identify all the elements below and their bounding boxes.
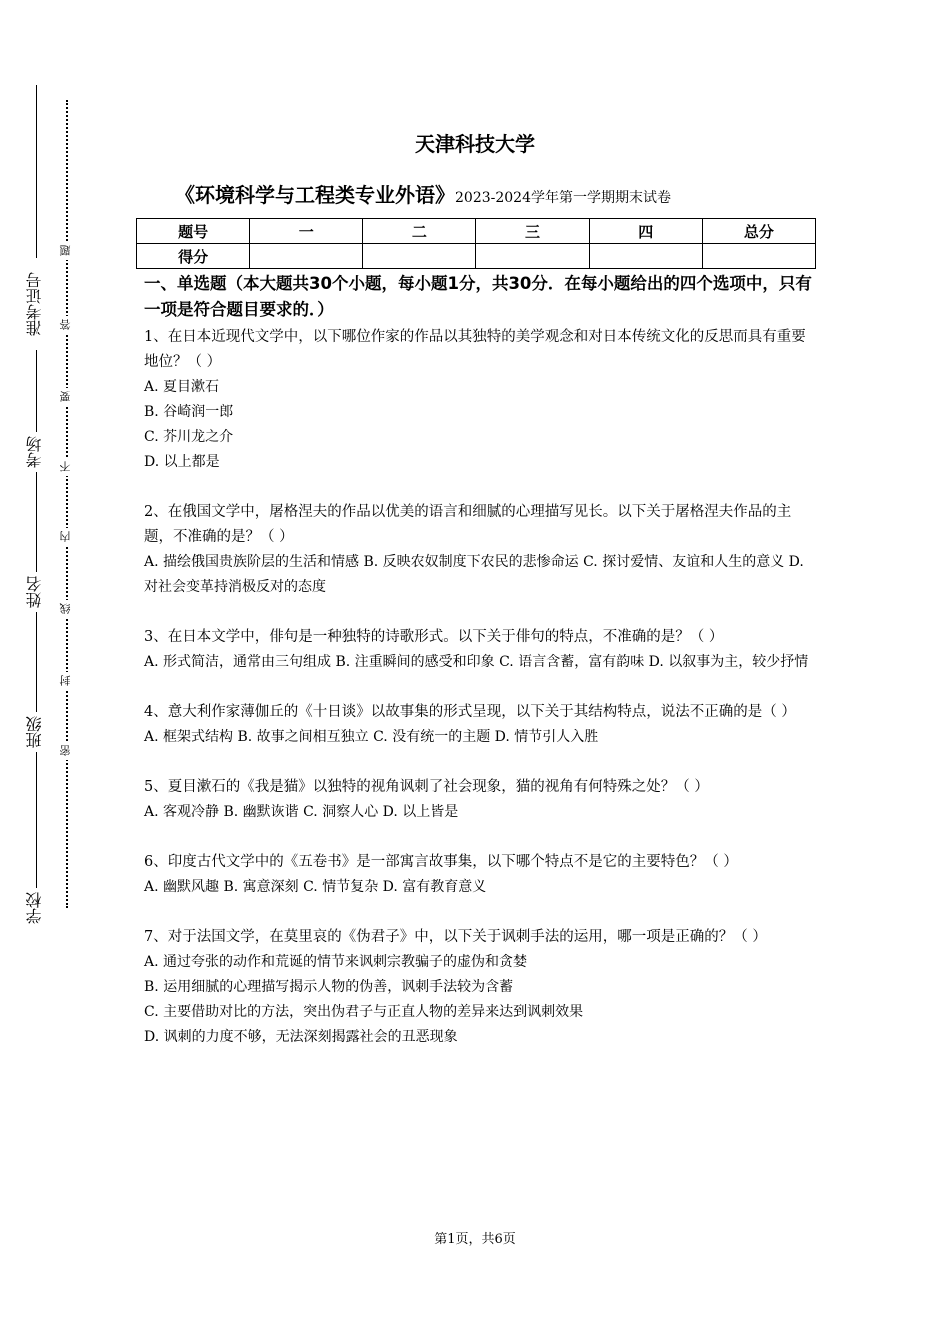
question-stem: 3、在日本文学中，俳句是一种独特的诗歌形式。以下关于俳句的特点，不准确的是？（ ） — [144, 629, 724, 645]
question-option: B. 谷崎润一郎 — [144, 404, 234, 420]
score-cell: 二 — [363, 219, 476, 244]
binding-label-exam-number: 准考证号 — [20, 258, 50, 350]
score-cell-blank — [250, 244, 363, 269]
question-7 — [144, 925, 814, 1050]
score-cell-blank — [476, 244, 589, 269]
question-stem: 4、意大利作家薄伽丘的《十日谈》以故事集的形式呈现，以下关于其结构特点，说法不正确的是（ ） — [144, 704, 796, 720]
score-cell: 题号 — [137, 219, 250, 244]
exam-term: 2023-2024学年第一学期期末试卷 — [455, 190, 671, 206]
question-4 — [144, 700, 814, 750]
score-cell: 四 — [589, 219, 702, 244]
question-options: A. 幽默风趣 B. 寓意深刻 C. 情节复杂 D. 富有教育意义 — [144, 879, 487, 895]
question-section — [144, 271, 814, 1050]
score-table-header-row — [137, 219, 816, 244]
binding-label-name: 姓名 — [20, 572, 50, 612]
question-1 — [144, 325, 814, 475]
score-cell: 一 — [250, 219, 363, 244]
score-cell-blank — [702, 244, 815, 269]
binding-label-exam-room: 考场 — [20, 432, 50, 472]
score-cell: 得分 — [137, 244, 250, 269]
seal-char: 要 — [57, 388, 77, 406]
question-stem: 6、印度古代文学中的《五卷书》是一部寓言故事集，以下哪个特点不是它的主要特色？（ ） — [144, 854, 738, 870]
course-title: 《环境科学与工程类专业外语》 — [175, 183, 455, 207]
exam-title — [175, 180, 671, 213]
score-table — [136, 218, 816, 269]
question-6 — [144, 850, 814, 900]
question-stem: 7、对于法国文学，在莫里哀的《伪君子》中，以下关于讽刺手法的运用，哪一项是正确的？（ ） — [144, 929, 767, 945]
question-stem: 2、在俄国文学中，屠格涅夫的作品以优美的语言和细腻的心理描写见长。以下关于屠格涅夫作品的主题，不准确的是？（ ） — [144, 504, 792, 545]
question-option: D. 以上都是 — [144, 454, 220, 470]
question-options: A. 描绘俄国贵族阶层的生活和情感 B. 反映农奴制度下农民的悲惨命运 C. 探讨爱情、友谊和人生的意义 D. 对社会变革持消极反对的态度 — [144, 554, 804, 595]
seal-char: 题 — [57, 242, 77, 260]
section-heading: 一、单选题（本大题共30个小题，每小题1分，共30分．在每小题给出的四个选项中，只有一项是符合题目要求的．） — [144, 274, 812, 319]
seal-char: 密 — [57, 742, 77, 760]
binding-line — [36, 85, 37, 925]
seal-char: 不 — [57, 458, 77, 476]
seal-dotted-line — [66, 100, 68, 908]
question-3 — [144, 625, 814, 675]
seal-char: 封 — [57, 672, 77, 690]
question-5 — [144, 775, 814, 825]
question-option: A. 通过夸张的动作和荒诞的情节来讽刺宗教骗子的虚伪和贪婪 — [144, 954, 528, 970]
score-cell: 总分 — [702, 219, 815, 244]
question-option: D. 讽刺的力度不够，无法深刻揭露社会的丑恶现象 — [144, 1029, 458, 1045]
question-2 — [144, 500, 814, 600]
seal-char: 线 — [57, 600, 77, 618]
question-option: B. 运用细腻的心理描写揭示人物的伪善，讽刺手法较为含蓄 — [144, 979, 514, 995]
seal-char: 答 — [57, 316, 77, 334]
binding-label-class: 班级 — [20, 712, 50, 752]
score-table-score-row — [137, 244, 816, 269]
question-stem: 5、夏目漱石的《我是猫》以独特的视角讽刺了社会现象，猫的视角有何特殊之处？（ ） — [144, 779, 709, 795]
score-cell-blank — [589, 244, 702, 269]
question-options: A. 形式简洁，通常由三句组成 B. 注重瞬间的感受和印象 C. 语言含蓄，富有韵味 D. 以叙事为主，较少抒情 — [144, 654, 809, 670]
question-options: A. 框架式结构 B. 故事之间相互独立 C. 没有统一的主题 D. 情节引人入胜 — [144, 729, 599, 745]
question-options: A. 客观冷静 B. 幽默诙谐 C. 洞察人心 D. 以上皆是 — [144, 804, 459, 820]
binding-label-school: 学校 — [20, 888, 50, 928]
score-cell-blank — [363, 244, 476, 269]
question-stem: 1、在日本近现代文学中，以下哪位作家的作品以其独特的美学观念和对日本传统文化的反思而具有重要地位？（ ） — [144, 329, 806, 370]
question-option: C. 主要借助对比的方法，突出伪君子与正直人物的差异来达到讽刺效果 — [144, 1004, 584, 1020]
page-footer: 第1页，共6页 — [434, 1232, 516, 1247]
score-cell: 三 — [476, 219, 589, 244]
seal-char: 内 — [57, 528, 77, 546]
university-title: 天津科技大学 — [415, 132, 535, 156]
question-option: C. 芥川龙之介 — [144, 429, 234, 445]
question-option: A. 夏目漱石 — [144, 379, 220, 395]
